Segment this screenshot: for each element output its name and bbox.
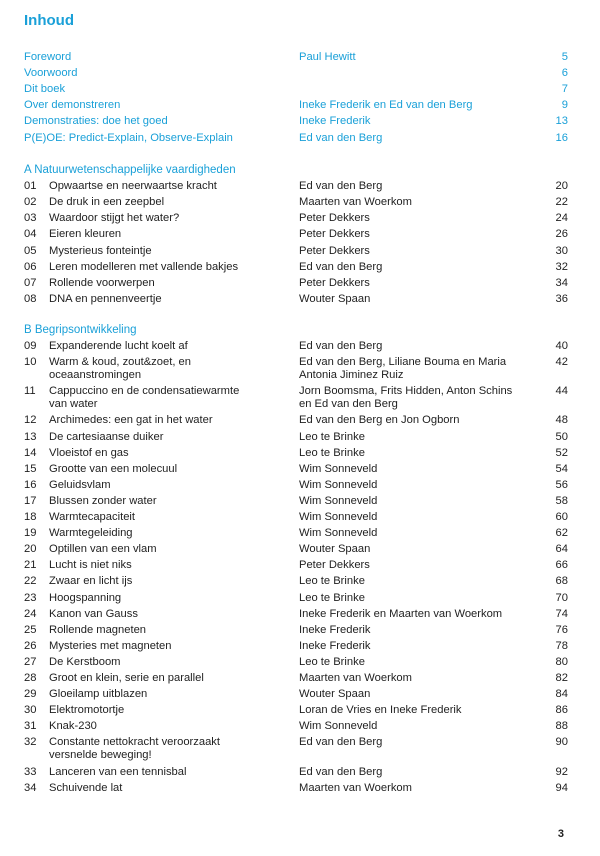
entry-page: 52 [555, 446, 568, 459]
entry-title: DNA en pennenveertje [49, 292, 162, 305]
entry-title: Geluidsvlam [49, 478, 111, 491]
entry-title: Demonstraties: doe het goed [24, 115, 168, 128]
entry-author: Ed van den Berg [299, 180, 383, 193]
entry-number: 34 [24, 781, 37, 794]
entry-title: Groot en klein, serie en parallel [49, 672, 204, 684]
entry-author: Leo te Brinke [299, 591, 365, 604]
entry-number: 21 [24, 559, 37, 572]
entry-author: Peter Dekkers [299, 559, 370, 572]
entry-author: Paul Hewitt [299, 51, 356, 63]
entry-author: Ineke Frederik [299, 115, 371, 128]
entry-number: 08 [24, 292, 37, 305]
entry-author: Leo te Brinke [299, 575, 365, 588]
entry-page: 7 [561, 83, 568, 96]
entry-author: Wim Sonneveld [299, 462, 378, 475]
entry-page: 68 [555, 575, 568, 588]
entry-page: 42 [555, 356, 568, 369]
entry-number: 02 [24, 196, 37, 209]
entry-number: 33 [24, 765, 37, 778]
entry-author: Leo te Brinke [299, 655, 365, 668]
entry-page: 5 [561, 51, 568, 63]
entry-author: Maarten van Woerkom [299, 672, 412, 684]
entry-number: 26 [24, 639, 37, 652]
entry-page: 76 [555, 623, 568, 636]
entry-author: Ed van den Berg [299, 340, 383, 353]
entry-page: 74 [555, 607, 568, 620]
entry-page: 36 [555, 292, 568, 305]
entry-title: Voorwoord [24, 67, 78, 80]
entry-page: 22 [555, 196, 568, 209]
entry-title: Mysterieus fonteintje [49, 244, 152, 257]
entry-page: 90 [555, 736, 568, 749]
entry-title: Expanderende lucht koelt af [49, 340, 188, 353]
entry-title: Waardoor stijgt het water? [49, 212, 180, 225]
entry-author: Leo te Brinke [299, 446, 365, 459]
entry-author: Ineke Frederik [299, 623, 371, 636]
entry-number: 13 [24, 430, 37, 443]
entry-number: 27 [24, 655, 37, 668]
entry-title: Archimedes: een gat in het water [49, 414, 213, 427]
entry-title: Eieren kleuren [49, 228, 122, 241]
entry-title: Schuivende lat [49, 781, 123, 794]
entry-author: Wim Sonneveld [299, 720, 378, 733]
entry-title: Gloeilamp uitblazen [49, 688, 148, 701]
section-title: A Natuurwetenschappelijke vaardigheden [24, 164, 236, 176]
page-number: 3 [557, 828, 564, 840]
entry-title: Over demonstreren [24, 99, 121, 112]
entry-page: 86 [555, 704, 568, 717]
entry-author: Ed van den Berg, Liliane Bouma en Maria Antonia Jiminez Ruiz [299, 356, 507, 382]
entry-page: 9 [561, 99, 568, 112]
entry-page: 82 [555, 672, 568, 684]
entry-number: 07 [24, 276, 37, 289]
entry-number: 19 [24, 527, 37, 540]
entry-number: 17 [24, 494, 37, 507]
entry-author: Ineke Frederik en Ed van den Berg [299, 99, 473, 112]
entry-page: 88 [555, 720, 568, 733]
entry-title: Lucht is niet niks [49, 559, 132, 572]
entry-number: 14 [24, 446, 37, 459]
entry-title: Elektromotortje [49, 704, 125, 717]
entry-title: Blussen zonder water [49, 494, 157, 507]
entry-title: Mysteries met magneten [49, 639, 172, 652]
entry-title: Rollende voorwerpen [49, 276, 155, 289]
entry-title: Warm & koud, zout&zoet, en oceaanstromingen [49, 356, 191, 382]
entry-title: Leren modelleren met vallende bakjes [49, 260, 239, 273]
entry-page: 94 [555, 781, 568, 794]
entry-page: 84 [555, 688, 568, 701]
entry-author: Peter Dekkers [299, 212, 370, 225]
entry-title: De cartesiaanse duiker [49, 430, 164, 443]
entry-page: 62 [555, 527, 568, 540]
entry-author: Ineke Frederik [299, 639, 371, 652]
entry-page: 34 [555, 276, 568, 289]
entry-page: 24 [555, 212, 568, 225]
entry-page: 6 [561, 67, 568, 80]
entry-title: Rollende magneten [49, 623, 147, 636]
entry-title: Dit boek [24, 83, 66, 96]
entry-number: 06 [24, 260, 37, 273]
entry-title: Vloeistof en gas [49, 446, 129, 459]
entry-title: P(E)OE: Predict-Explain, Observe-Explain [24, 131, 233, 144]
entry-author: Maarten van Woerkom [299, 781, 412, 794]
entry-author: Ed van den Berg [299, 765, 383, 778]
entry-title: Cappuccino en de condensatiewarmte van water [49, 385, 240, 411]
entry-author: Peter Dekkers [299, 244, 370, 257]
entry-title: Zwaar en licht ijs [49, 575, 133, 588]
entry-number: 15 [24, 462, 37, 475]
entry-page: 60 [555, 511, 568, 523]
entry-title: Warmtegeleiding [49, 527, 133, 540]
entry-page: 20 [555, 180, 568, 193]
entry-author: Ed van den Berg [299, 260, 383, 273]
section-title: B Begripsontwikkeling [24, 324, 137, 336]
entry-number: 03 [24, 212, 37, 225]
entry-title: Foreword [24, 51, 72, 63]
entry-number: 23 [24, 591, 37, 604]
entry-author: Leo te Brinke [299, 430, 365, 443]
entry-number: 31 [24, 720, 37, 733]
entry-author: Peter Dekkers [299, 228, 370, 241]
entry-author: Jorn Boomsma, Frits Hidden, Anton Schins en Ed van den Berg [299, 385, 513, 411]
entry-page: 16 [555, 131, 568, 144]
entry-number: 29 [24, 688, 37, 701]
entry-page: 78 [555, 639, 568, 652]
entry-author: Ed van den Berg [299, 736, 383, 749]
entry-page: 30 [555, 244, 568, 257]
entry-author: Wouter Spaan [299, 292, 371, 305]
entry-page: 64 [555, 543, 568, 556]
entry-page: 40 [555, 340, 568, 353]
entry-author: Ineke Frederik en Maarten van Woerkom [299, 607, 503, 620]
entry-author: Wim Sonneveld [299, 511, 378, 523]
entry-number: 04 [24, 228, 37, 241]
entry-title: De druk in een zeepbel [49, 196, 165, 209]
entry-author: Wim Sonneveld [299, 478, 378, 491]
entry-number: 11 [24, 385, 36, 398]
entry-page: 48 [555, 414, 568, 427]
entry-title: Lanceren van een tennisbal [49, 765, 187, 778]
entry-title: Warmtecapaciteit [49, 511, 136, 523]
entry-author: Ed van den Berg en Jon Ogborn [299, 414, 460, 427]
entry-author: Wouter Spaan [299, 688, 371, 701]
entry-author: Peter Dekkers [299, 276, 370, 289]
entry-page: 58 [555, 494, 568, 507]
entry-number: 30 [24, 704, 37, 717]
entry-author: Wim Sonneveld [299, 494, 378, 507]
entry-page: 26 [555, 228, 568, 241]
entry-title: Opwaartse en neerwaartse kracht [49, 180, 217, 193]
entry-number: 20 [24, 543, 37, 556]
entry-number: 01 [24, 180, 37, 193]
entry-author: Ed van den Berg [299, 131, 383, 144]
entry-page: 56 [555, 478, 568, 491]
entry-author: Maarten van Woerkom [299, 196, 412, 209]
entry-number: 12 [24, 414, 37, 427]
entry-number: 05 [24, 244, 37, 257]
entry-page: 80 [555, 655, 568, 668]
entry-page: 92 [555, 765, 568, 778]
page-title: Inhoud [24, 12, 74, 29]
entry-page: 66 [555, 559, 568, 572]
entry-title: Kanon van Gauss [49, 607, 138, 620]
entry-number: 16 [24, 478, 37, 491]
entry-page: 44 [555, 385, 568, 398]
entry-page: 13 [555, 115, 568, 128]
entry-page: 32 [555, 260, 568, 273]
entry-number: 10 [24, 356, 37, 369]
entry-number: 09 [24, 340, 37, 353]
entry-page: 50 [555, 430, 568, 443]
entry-page: 54 [555, 462, 568, 475]
entry-number: 22 [24, 575, 37, 588]
entry-author: Wim Sonneveld [299, 527, 378, 540]
entry-title: Hoogspanning [49, 591, 122, 604]
entry-author: Wouter Spaan [299, 543, 371, 556]
entry-number: 18 [24, 511, 37, 523]
entry-title: Grootte van een molecuul [49, 462, 178, 475]
entry-title: Knak-230 [49, 720, 97, 733]
entry-title: Optillen van een vlam [49, 543, 157, 556]
entry-number: 28 [24, 672, 37, 684]
entry-author: Loran de Vries en Ineke Frederik [299, 704, 462, 717]
entry-title: De Kerstboom [49, 655, 121, 668]
entry-number: 25 [24, 623, 37, 636]
entry-title: Constante nettokracht veroorzaakt versnelde beweging! [49, 736, 221, 762]
entry-page: 70 [555, 591, 568, 604]
entry-number: 24 [24, 607, 37, 620]
entry-number: 32 [24, 736, 37, 749]
